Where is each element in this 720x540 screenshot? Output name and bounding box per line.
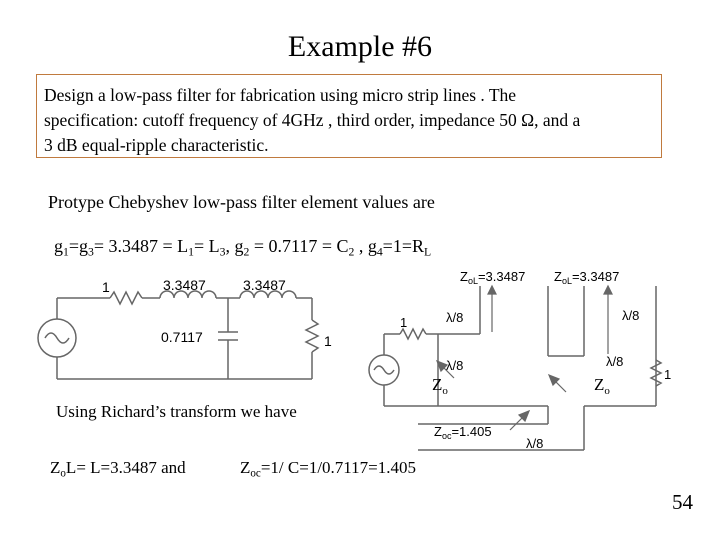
g-values-equation [54,236,431,257]
g4-subscript: 4 [376,245,383,259]
zoc-value: =1/ C=1/0.7117=1.405 [260,458,416,477]
lumped-circuit-diagram [30,268,350,386]
l3-symbol: = L [194,236,220,256]
stub-source-resistor-icon [400,329,426,339]
zoc-equation [240,458,416,478]
specification-box [36,74,662,158]
c2-subscript: 2 [348,245,355,259]
z-ol-left-label: $Z_{oL}=3.3487$ [460,269,526,286]
lambda-bottom-right-label: λ/8 [606,354,624,369]
richards-transform-text: Using Richard’s transform we have [56,402,297,421]
page-number: 54 [672,490,693,514]
zoc-subscript: oc [250,467,261,480]
source-sine-icon [45,333,69,343]
lambda-right-label: λ/8 [622,308,640,323]
g2-subscript: 2 [243,245,250,259]
zol-subscript-l: L [65,458,77,477]
rl-subscript: L [423,245,432,259]
l1-label: 3.3487 [163,277,206,293]
zo-left-label: $Z_o$ [432,375,448,397]
lambda-bottom-left-label: λ/8 [446,358,464,373]
spec-line-2: specification: cutoff frequency of 4GHz , third order, impedance 50 Ω, and a [44,110,581,130]
spec-line-3: 3 dB equal-ripple characteristic. [44,135,269,155]
z-oc-label: $Z_{oc}=1.405$ [434,424,492,441]
lambda-stub-label: λ/8 [526,436,544,451]
source-resistor-icon [110,292,142,304]
g3-subscript: 3 [88,245,94,259]
c2-label: 0.7117 [161,329,203,345]
stub-load-resistance-label: 1 [664,367,672,382]
l1-subscript: 1 [188,245,194,259]
g4-symbol: , g [354,236,377,256]
slide-title: Example #6 [287,30,433,63]
z-ol-right-label: $Z_{oL}=3.3487$ [554,269,620,286]
stub-circuit-diagram [340,264,680,458]
rl-value: =1=R [382,236,424,256]
l3-subscript: 3 [219,245,226,259]
l1-value: = 3.3487 = L [93,236,189,256]
spec-line-1: Design a low-pass filter for fabrication using micro strip lines . The [44,85,517,105]
stub-source-resistance-label: 1 [400,315,408,330]
g2-symbol: , g [225,236,244,256]
zo-right-label: $Z_o$ [594,375,610,397]
c2-value: = 0.7117 = C [249,236,349,256]
zoc-symbol: Z [240,458,251,477]
g3-symbol: =g [68,236,88,256]
source-resistance-label: 1 [102,279,110,295]
zol-subscript-o: o [60,467,66,480]
g1-subscript: 1 [63,245,69,259]
zol-value: = L=3.3487 and [76,458,186,477]
prototype-text: Protype Chebyshev low-pass filter element values are [48,192,435,212]
lambda-left-label: λ/8 [446,310,464,325]
load-resistor-icon [306,320,318,352]
l3-label: 3.3487 [243,277,286,293]
g1-symbol: g [54,236,63,256]
zol-symbol: Z [50,458,61,477]
stub-source-sine-icon [374,366,394,374]
load-resistance-label: 1 [324,333,332,349]
zol-equation [50,458,186,478]
